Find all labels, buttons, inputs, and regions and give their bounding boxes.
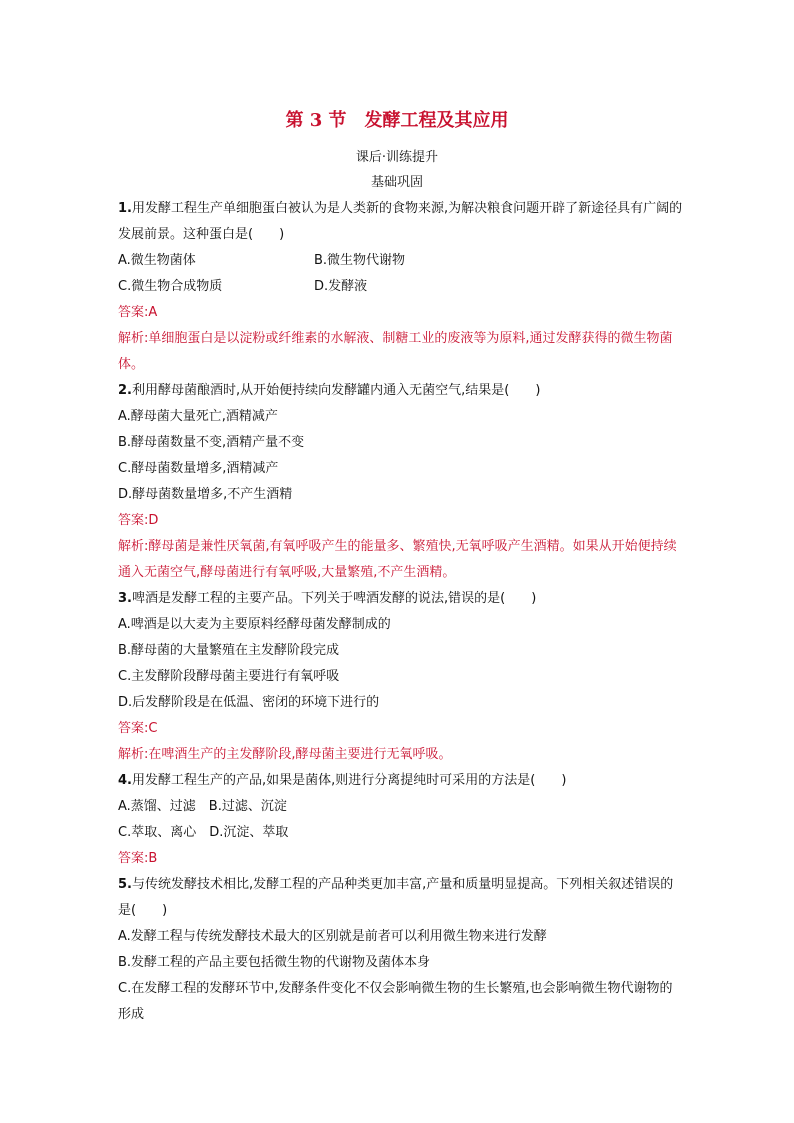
question-list — [118, 196, 684, 1028]
options-ab: A.蒸馏、过滤 B.过滤、沉淀 — [118, 799, 287, 814]
option-c: C.微生物合成物质 — [118, 279, 223, 294]
option-d: D.发酵液 — [314, 279, 368, 294]
analysis: 解析:单细胞蛋白是以淀粉或纤维素的水解液、制糖工业的废液等为原料,通过发酵获得的微生物菌体。 — [118, 331, 673, 372]
option-a: A.微生物菌体 — [118, 253, 196, 268]
answer: 答案:D — [118, 513, 159, 528]
question-text: 啤酒是发酵工程的主要产品。下列关于啤酒发酵的说法,错误的是( ) — [131, 591, 537, 606]
section-subtitle: 课后·训练提升 — [355, 150, 439, 165]
page-title: 第 3 节 发酵工程及其应用 — [285, 110, 509, 131]
question-number: 2. — [118, 383, 132, 398]
question-text: 与传统发酵技术相比,发酵工程的产品种类更加丰富,产量和质量明显提高。下列相关叙述错误的是( ) — [118, 877, 674, 918]
question-number: 5. — [118, 877, 132, 892]
analysis: 解析:在啤酒生产的主发酵阶段,酵母菌主要进行无氧呼吸。 — [118, 747, 452, 762]
options-cd: C.萃取、离心 D.沉淀、萃取 — [118, 825, 289, 840]
option-a: A.发酵工程与传统发酵技术最大的区别就是前者可以利用微生物来进行发酵 — [118, 929, 547, 944]
question-text: 用发酵工程生产单细胞蛋白被认为是人类新的食物来源,为解决粮食问题开辟了新途径具有广阔的发展前景。这种蛋白是( ) — [118, 201, 683, 242]
question-1-options-row — [118, 248, 684, 274]
question-3-stem — [118, 586, 684, 612]
question-number: 3. — [118, 591, 132, 606]
question-1-options-row — [118, 274, 684, 300]
question-text: 用发酵工程生产的产品,如果是菌体,则进行分离提纯时可采用的方法是( ) — [131, 773, 567, 788]
analysis: 解析:酵母菌是兼性厌氧菌,有氧呼吸产生的能量多、繁殖快,无氧呼吸产生酒精。如果从开始便持续通入无菌空气,酵母菌进行有氧呼吸,大量繁殖,不产生酒精。 — [118, 539, 677, 580]
option-c: C.主发酵阶段酵母菌主要进行有氧呼吸 — [118, 669, 340, 684]
question-4-stem — [118, 768, 684, 794]
answer: 答案:C — [118, 721, 158, 736]
question-number: 1. — [118, 201, 132, 216]
option-c: C.在发酵工程的发酵环节中,发酵条件变化不仅会影响微生物的生长繁殖,也会影响微生物代谢物的形成 — [118, 981, 673, 1022]
section-heading: 基础巩固 — [370, 175, 423, 190]
question-5-stem — [118, 872, 684, 924]
question-text: 利用酵母菌酿酒时,从开始便持续向发酵罐内通入无菌空气,结果是( ) — [131, 383, 541, 398]
option-d: D.酵母菌数量增多,不产生酒精 — [118, 487, 293, 502]
question-2-stem — [118, 378, 684, 404]
answer: 答案:A — [118, 305, 158, 320]
option-b: B.酵母菌的大量繁殖在主发酵阶段完成 — [118, 643, 340, 658]
option-c: C.酵母菌数量增多,酒精减产 — [118, 461, 279, 476]
option-d: D.后发酵阶段是在低温、密闭的环境下进行的 — [118, 695, 380, 710]
option-a: A.酵母菌大量死亡,酒精减产 — [118, 409, 278, 424]
option-b: B.微生物代谢物 — [314, 253, 406, 268]
answer: 答案:B — [118, 851, 158, 866]
question-number: 4. — [118, 773, 132, 788]
option-b: B.发酵工程的产品主要包括微生物的代谢物及菌体本身 — [118, 955, 431, 970]
option-a: A.啤酒是以大麦为主要原料经酵母菌发酵制成的 — [118, 617, 391, 632]
question-1-stem — [118, 196, 684, 248]
option-b: B.酵母菌数量不变,酒精产量不变 — [118, 435, 305, 450]
